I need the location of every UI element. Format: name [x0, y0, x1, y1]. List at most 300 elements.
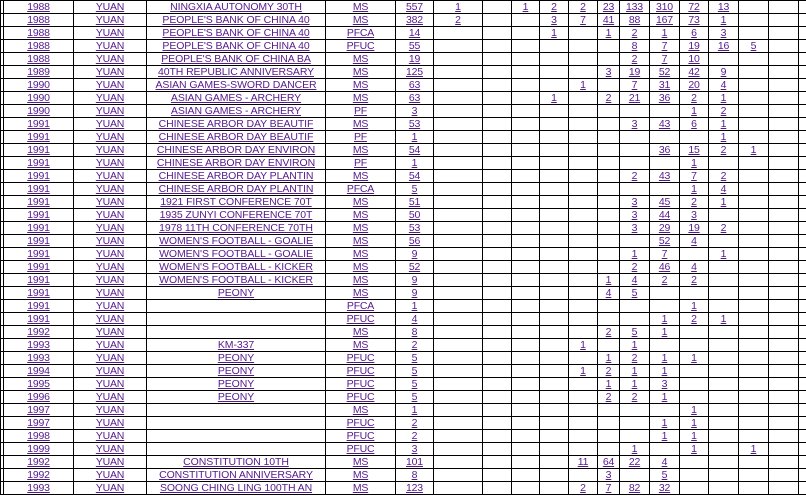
year-cell-link[interactable]: 1992	[27, 469, 50, 481]
coin-name-cell-link[interactable]: 1978 11TH CONFERENCE 70TH	[159, 222, 313, 234]
grade-cell-link[interactable]: PFCA	[346, 27, 375, 39]
grade-count-cell-link[interactable]: 52	[658, 66, 671, 78]
grade-count-cell-link[interactable]: 19	[628, 66, 641, 78]
grade-count-cell-link[interactable]: 3	[551, 14, 557, 26]
total-count-cell-link[interactable]: 125	[406, 66, 423, 78]
grade-count-cell-link[interactable]: 1	[580, 79, 586, 91]
total-count-cell-link[interactable]: 9	[411, 248, 418, 260]
grade-count-cell-link[interactable]: 3	[605, 469, 612, 481]
grade-count-cell-link[interactable]: 167	[656, 14, 673, 26]
denomination-cell-link[interactable]: YUAN	[95, 430, 125, 442]
grade-count-cell-link[interactable]: 43	[658, 118, 671, 130]
coin-name-cell-link[interactable]: PEOPLE'S BANK OF CHINA 40	[162, 14, 310, 26]
denomination-cell-link[interactable]: YUAN	[95, 131, 125, 143]
grade-count-cell-link[interactable]: 1	[691, 417, 697, 429]
coin-name-cell-link[interactable]: WOMEN'S FOOTBALL - KICKER	[159, 274, 313, 286]
year-cell-link[interactable]: 1992	[27, 456, 50, 468]
total-count-cell-link[interactable]: 123	[406, 482, 423, 494]
grade-count-cell-link[interactable]: 1	[691, 404, 697, 416]
year-cell-link[interactable]: 1993	[27, 339, 50, 351]
grade-count-cell-link[interactable]: 1	[455, 1, 461, 13]
grade-count-cell-link[interactable]: 1	[605, 27, 612, 39]
grade-cell-link[interactable]: PFUC	[346, 443, 375, 455]
total-count-cell-link[interactable]: 101	[406, 456, 423, 468]
grade-cell-link[interactable]: MS	[352, 144, 369, 156]
grade-cell-link[interactable]: MS	[352, 287, 369, 299]
denomination-cell-link[interactable]: YUAN	[95, 235, 125, 247]
grade-count-cell-link[interactable]: 3	[605, 66, 612, 78]
denomination-cell-link[interactable]: YUAN	[95, 391, 125, 403]
coin-name-cell-link[interactable]: CHINESE ARBOR DAY BEAUTIF	[158, 131, 314, 143]
grade-count-cell-link[interactable]: 72	[688, 1, 700, 13]
total-count-cell-link[interactable]: 19	[408, 53, 421, 65]
denomination-cell-link[interactable]: YUAN	[95, 27, 125, 39]
year-cell-link[interactable]: 1991	[27, 170, 50, 182]
coin-name-cell-link[interactable]: CHINESE ARBOR DAY PLANTIN	[158, 170, 314, 182]
grade-count-cell-link[interactable]: 1	[720, 118, 727, 130]
grade-cell-link[interactable]: MS	[352, 170, 369, 182]
denomination-cell-link[interactable]: YUAN	[95, 469, 125, 481]
grade-count-cell-link[interactable]: 7	[661, 248, 668, 260]
coin-name-cell-link[interactable]: PEONY	[217, 391, 255, 403]
coin-name-cell-link[interactable]: PEONY	[217, 365, 255, 377]
denomination-cell-link[interactable]: YUAN	[95, 209, 125, 221]
denomination-cell-link[interactable]: YUAN	[95, 40, 125, 52]
grade-count-cell-link[interactable]: 1	[580, 339, 586, 351]
grade-count-cell-link[interactable]: 36	[658, 92, 671, 104]
grade-count-cell-link[interactable]: 1	[750, 144, 757, 156]
grade-count-cell-link[interactable]: 133	[626, 1, 643, 13]
grade-count-cell-link[interactable]: 2	[631, 27, 638, 39]
grade-count-cell-link[interactable]: 5	[661, 469, 668, 481]
coin-name-cell-link[interactable]: CHINESE ARBOR DAY ENVIRON	[156, 144, 316, 156]
grade-cell-link[interactable]: MS	[352, 339, 369, 351]
grade-cell-link[interactable]: MS	[352, 196, 369, 208]
denomination-cell-link[interactable]: YUAN	[95, 456, 125, 468]
year-cell-link[interactable]: 1991	[27, 261, 50, 273]
total-count-cell-link[interactable]: 63	[408, 92, 421, 104]
denomination-cell-link[interactable]: YUAN	[95, 157, 125, 169]
denomination-cell-link[interactable]: YUAN	[95, 274, 125, 286]
grade-cell-link[interactable]: PF	[353, 157, 368, 169]
total-count-cell-link[interactable]: 2	[411, 430, 418, 442]
grade-count-cell-link[interactable]: 3	[631, 209, 638, 221]
grade-count-cell-link[interactable]: 43	[658, 170, 671, 182]
grade-cell-link[interactable]: MS	[352, 482, 369, 494]
total-count-cell-link[interactable]: 14	[408, 27, 421, 39]
grade-cell-link[interactable]: PFUC	[346, 40, 375, 52]
total-count-cell-link[interactable]: 1	[411, 131, 418, 143]
grade-cell-link[interactable]: PFUC	[346, 391, 375, 403]
grade-count-cell-link[interactable]: 4	[720, 79, 727, 91]
year-cell-link[interactable]: 1991	[27, 196, 50, 208]
year-cell-link[interactable]: 1991	[27, 144, 50, 156]
denomination-cell-link[interactable]: YUAN	[95, 326, 125, 338]
grade-cell-link[interactable]: MS	[352, 326, 369, 338]
grade-count-cell-link[interactable]: 1	[750, 443, 757, 455]
grade-count-cell-link[interactable]: 2	[580, 1, 586, 13]
grade-count-cell-link[interactable]: 3	[661, 378, 668, 390]
total-count-cell-link[interactable]: 1	[411, 157, 418, 169]
grade-count-cell-link[interactable]: 2	[691, 92, 697, 104]
grade-count-cell-link[interactable]: 4	[605, 287, 612, 299]
grade-count-cell-link[interactable]: 52	[658, 235, 671, 247]
grade-cell-link[interactable]: PF	[353, 131, 368, 143]
grade-count-cell-link[interactable]: 2	[605, 365, 612, 377]
grade-count-cell-link[interactable]: 2	[551, 1, 557, 13]
coin-name-cell-link[interactable]: CHINESE ARBOR DAY ENVIRON	[156, 157, 316, 169]
grade-count-cell-link[interactable]: 36	[658, 144, 671, 156]
grade-count-cell-link[interactable]: 1	[580, 365, 586, 377]
total-count-cell-link[interactable]: 4	[411, 313, 418, 325]
total-count-cell-link[interactable]: 382	[406, 14, 423, 26]
denomination-cell-link[interactable]: YUAN	[95, 287, 125, 299]
total-count-cell-link[interactable]: 54	[408, 144, 421, 156]
grade-count-cell-link[interactable]: 7	[691, 170, 697, 182]
grade-count-cell-link[interactable]: 1	[631, 248, 638, 260]
total-count-cell-link[interactable]: 1	[411, 404, 418, 416]
denomination-cell-link[interactable]: YUAN	[95, 144, 125, 156]
grade-count-cell-link[interactable]: 1	[661, 417, 668, 429]
grade-cell-link[interactable]: PFUC	[346, 365, 375, 377]
grade-count-cell-link[interactable]: 1	[631, 339, 638, 351]
grade-count-cell-link[interactable]: 7	[631, 79, 638, 91]
grade-count-cell-link[interactable]: 3	[631, 118, 638, 130]
year-cell-link[interactable]: 1991	[27, 274, 50, 286]
grade-count-cell-link[interactable]: 2	[720, 222, 727, 234]
grade-cell-link[interactable]: MS	[352, 53, 369, 65]
grade-count-cell-link[interactable]: 23	[602, 1, 615, 13]
coin-name-cell-link[interactable]: SOONG CHING LING 100TH AN	[159, 482, 313, 494]
year-cell-link[interactable]: 1998	[27, 430, 50, 442]
denomination-cell-link[interactable]: YUAN	[95, 1, 125, 13]
denomination-cell-link[interactable]: YUAN	[95, 417, 125, 429]
coin-name-cell-link[interactable]: CHINESE ARBOR DAY BEAUTIF	[158, 118, 314, 130]
grade-count-cell-link[interactable]: 4	[631, 274, 638, 286]
total-count-cell-link[interactable]: 5	[411, 378, 418, 390]
grade-count-cell-link[interactable]: 15	[688, 144, 700, 156]
denomination-cell-link[interactable]: YUAN	[95, 170, 125, 182]
grade-count-cell-link[interactable]: 45	[658, 196, 671, 208]
year-cell-link[interactable]: 1997	[27, 417, 50, 429]
denomination-cell-link[interactable]: YUAN	[95, 404, 125, 416]
denomination-cell-link[interactable]: YUAN	[95, 196, 125, 208]
year-cell-link[interactable]: 1993	[27, 352, 50, 364]
grade-count-cell-link[interactable]: 16	[717, 40, 730, 52]
total-count-cell-link[interactable]: 54	[408, 170, 421, 182]
total-count-cell-link[interactable]: 5	[411, 183, 418, 195]
grade-count-cell-link[interactable]: 2	[455, 14, 461, 26]
grade-count-cell-link[interactable]: 3	[631, 222, 638, 234]
total-count-cell-link[interactable]: 50	[408, 209, 421, 221]
grade-count-cell-link[interactable]: 2	[580, 482, 586, 494]
grade-count-cell-link[interactable]: 2	[631, 261, 638, 273]
grade-cell-link[interactable]: PFCA	[346, 183, 375, 195]
total-count-cell-link[interactable]: 2	[411, 417, 418, 429]
grade-count-cell-link[interactable]: 20	[688, 79, 700, 91]
grade-cell-link[interactable]: MS	[352, 469, 369, 481]
year-cell-link[interactable]: 1990	[27, 79, 50, 91]
grade-count-cell-link[interactable]: 1	[661, 27, 668, 39]
grade-count-cell-link[interactable]: 4	[661, 456, 668, 468]
year-cell-link[interactable]: 1988	[27, 1, 50, 13]
denomination-cell-link[interactable]: YUAN	[95, 443, 125, 455]
denomination-cell-link[interactable]: YUAN	[95, 339, 125, 351]
year-cell-link[interactable]: 1991	[27, 209, 50, 221]
year-cell-link[interactable]: 1988	[27, 14, 50, 26]
grade-count-cell-link[interactable]: 10	[688, 53, 700, 65]
grade-count-cell-link[interactable]: 7	[661, 53, 668, 65]
grade-count-cell-link[interactable]: 1	[551, 92, 557, 104]
coin-name-cell-link[interactable]: PEOPLE'S BANK OF CHINA 40	[162, 40, 310, 52]
denomination-cell-link[interactable]: YUAN	[95, 222, 125, 234]
grade-cell-link[interactable]: MS	[352, 404, 369, 416]
coin-name-cell-link[interactable]: ASIAN GAMES-SWORD DANCER	[155, 79, 317, 91]
total-count-cell-link[interactable]: 5	[411, 391, 418, 403]
total-count-cell-link[interactable]: 9	[411, 274, 418, 286]
grade-count-cell-link[interactable]: 31	[658, 79, 671, 91]
grade-count-cell-link[interactable]: 3	[631, 196, 638, 208]
year-cell-link[interactable]: 1999	[27, 443, 50, 455]
grade-cell-link[interactable]: MS	[352, 222, 369, 234]
denomination-cell-link[interactable]: YUAN	[95, 79, 125, 91]
grade-count-cell-link[interactable]: 5	[631, 326, 638, 338]
grade-count-cell-link[interactable]: 1	[661, 391, 668, 403]
grade-count-cell-link[interactable]: 7	[580, 14, 586, 26]
year-cell-link[interactable]: 1993	[27, 482, 50, 494]
grade-count-cell-link[interactable]: 4	[691, 261, 697, 273]
grade-count-cell-link[interactable]: 1	[720, 313, 727, 325]
year-cell-link[interactable]: 1991	[27, 118, 50, 130]
coin-name-cell-link[interactable]: ASIAN GAMES - ARCHERY	[170, 105, 302, 117]
grade-cell-link[interactable]: MS	[352, 118, 369, 130]
total-count-cell-link[interactable]: 52	[408, 261, 421, 273]
year-cell-link[interactable]: 1991	[27, 313, 50, 325]
grade-count-cell-link[interactable]: 2	[720, 144, 727, 156]
grade-count-cell-link[interactable]: 1	[691, 430, 697, 442]
grade-cell-link[interactable]: MS	[352, 209, 369, 221]
year-cell-link[interactable]: 1988	[27, 27, 50, 39]
grade-count-cell-link[interactable]: 1	[661, 430, 668, 442]
year-cell-link[interactable]: 1991	[27, 157, 50, 169]
denomination-cell-link[interactable]: YUAN	[95, 365, 125, 377]
grade-count-cell-link[interactable]: 1	[720, 92, 727, 104]
year-cell-link[interactable]: 1991	[27, 287, 50, 299]
year-cell-link[interactable]: 1992	[27, 326, 50, 338]
total-count-cell-link[interactable]: 557	[406, 1, 423, 13]
grade-cell-link[interactable]: MS	[352, 456, 369, 468]
grade-count-cell-link[interactable]: 7	[605, 482, 612, 494]
grade-cell-link[interactable]: MS	[352, 66, 369, 78]
grade-count-cell-link[interactable]: 19	[688, 222, 700, 234]
denomination-cell-link[interactable]: YUAN	[95, 248, 125, 260]
grade-count-cell-link[interactable]: 1	[661, 365, 668, 377]
grade-cell-link[interactable]: PFCA	[346, 300, 375, 312]
total-count-cell-link[interactable]: 8	[411, 326, 418, 338]
grade-count-cell-link[interactable]: 2	[691, 274, 697, 286]
denomination-cell-link[interactable]: YUAN	[95, 66, 125, 78]
grade-count-cell-link[interactable]: 29	[658, 222, 671, 234]
grade-count-cell-link[interactable]: 1	[605, 352, 612, 364]
grade-count-cell-link[interactable]: 2	[631, 170, 638, 182]
grade-count-cell-link[interactable]: 1	[661, 352, 668, 364]
grade-count-cell-link[interactable]: 1	[691, 183, 697, 195]
total-count-cell-link[interactable]: 2	[411, 339, 418, 351]
denomination-cell-link[interactable]: YUAN	[95, 261, 125, 273]
year-cell-link[interactable]: 1991	[27, 183, 50, 195]
grade-cell-link[interactable]: PFUC	[346, 313, 375, 325]
total-count-cell-link[interactable]: 53	[408, 222, 421, 234]
denomination-cell-link[interactable]: YUAN	[95, 92, 125, 104]
grade-count-cell-link[interactable]: 1	[691, 443, 697, 455]
denomination-cell-link[interactable]: YUAN	[95, 313, 125, 325]
year-cell-link[interactable]: 1989	[27, 66, 50, 78]
total-count-cell-link[interactable]: 53	[408, 118, 421, 130]
coin-name-cell-link[interactable]: PEONY	[217, 287, 255, 299]
grade-count-cell-link[interactable]: 1	[661, 313, 668, 325]
denomination-cell-link[interactable]: YUAN	[95, 352, 125, 364]
grade-count-cell-link[interactable]: 1	[691, 105, 697, 117]
grade-cell-link[interactable]: PFUC	[346, 430, 375, 442]
year-cell-link[interactable]: 1995	[27, 378, 50, 390]
year-cell-link[interactable]: 1991	[27, 222, 50, 234]
grade-count-cell-link[interactable]: 1	[691, 300, 697, 312]
coin-name-cell-link[interactable]: WOMEN'S FOOTBALL - GOALIE	[159, 235, 313, 247]
denomination-cell-link[interactable]: YUAN	[95, 53, 125, 65]
total-count-cell-link[interactable]: 56	[408, 235, 421, 247]
grade-cell-link[interactable]: PFUC	[346, 352, 375, 364]
grade-count-cell-link[interactable]: 1	[691, 157, 697, 169]
year-cell-link[interactable]: 1997	[27, 404, 50, 416]
grade-count-cell-link[interactable]: 2	[691, 313, 697, 325]
coin-name-cell-link[interactable]: ASIAN GAMES - ARCHERY	[170, 92, 302, 104]
denomination-cell-link[interactable]: YUAN	[95, 118, 125, 130]
grade-count-cell-link[interactable]: 11	[577, 456, 589, 468]
coin-name-cell-link[interactable]: WOMEN'S FOOTBALL - KICKER	[159, 261, 313, 273]
year-cell-link[interactable]: 1994	[27, 365, 50, 377]
grade-count-cell-link[interactable]: 32	[658, 482, 671, 494]
denomination-cell-link[interactable]: YUAN	[95, 300, 125, 312]
denomination-cell-link[interactable]: YUAN	[95, 183, 125, 195]
grade-count-cell-link[interactable]: 6	[691, 118, 697, 130]
grade-count-cell-link[interactable]: 2	[605, 92, 612, 104]
grade-count-cell-link[interactable]: 1	[631, 378, 638, 390]
grade-cell-link[interactable]: MS	[352, 261, 369, 273]
total-count-cell-link[interactable]: 51	[408, 196, 421, 208]
grade-count-cell-link[interactable]: 2	[605, 326, 612, 338]
coin-name-cell-link[interactable]: CHINESE ARBOR DAY PLANTIN	[158, 183, 314, 195]
grade-count-cell-link[interactable]: 46	[658, 261, 671, 273]
coin-name-cell-link[interactable]: WOMEN'S FOOTBALL - GOALIE	[159, 248, 313, 260]
total-count-cell-link[interactable]: 55	[408, 40, 421, 52]
grade-count-cell-link[interactable]: 1	[720, 196, 727, 208]
year-cell-link[interactable]: 1990	[27, 92, 50, 104]
grade-count-cell-link[interactable]: 3	[691, 209, 697, 221]
year-cell-link[interactable]: 1991	[27, 300, 50, 312]
total-count-cell-link[interactable]: 3	[411, 443, 418, 455]
grade-cell-link[interactable]: MS	[352, 235, 369, 247]
grade-cell-link[interactable]: PFUC	[346, 378, 375, 390]
coin-name-cell-link[interactable]: KM-337	[217, 339, 255, 351]
coin-name-cell-link[interactable]: 1921 FIRST CONFERENCE 70T	[160, 196, 312, 208]
grade-count-cell-link[interactable]: 2	[631, 53, 638, 65]
total-count-cell-link[interactable]: 3	[411, 105, 418, 117]
year-cell-link[interactable]: 1991	[27, 248, 50, 260]
grade-count-cell-link[interactable]: 310	[656, 1, 673, 13]
grade-count-cell-link[interactable]: 7	[661, 40, 668, 52]
coin-name-cell-link[interactable]: NINGXIA AUTONOMY 30TH	[170, 1, 302, 13]
coin-name-cell-link[interactable]: PEONY	[217, 352, 255, 364]
grade-count-cell-link[interactable]: 6	[691, 27, 697, 39]
grade-count-cell-link[interactable]: 2	[631, 391, 638, 403]
year-cell-link[interactable]: 1991	[27, 235, 50, 247]
grade-count-cell-link[interactable]: 73	[688, 14, 700, 26]
coin-name-cell-link[interactable]: PEOPLE'S BANK OF CHINA BA	[161, 53, 311, 65]
grade-cell-link[interactable]: MS	[352, 79, 369, 91]
denomination-cell-link[interactable]: YUAN	[95, 14, 125, 26]
grade-cell-link[interactable]: MS	[352, 248, 369, 260]
grade-count-cell-link[interactable]: 1	[605, 274, 612, 286]
grade-count-cell-link[interactable]: 22	[628, 456, 641, 468]
year-cell-link[interactable]: 1988	[27, 40, 50, 52]
year-cell-link[interactable]: 1988	[27, 53, 50, 65]
grade-count-cell-link[interactable]: 9	[720, 66, 727, 78]
grade-count-cell-link[interactable]: 2	[605, 391, 612, 403]
grade-count-cell-link[interactable]: 41	[602, 14, 615, 26]
grade-count-cell-link[interactable]: 13	[717, 1, 730, 13]
coin-name-cell-link[interactable]: 1935 ZUNYI CONFERENCE 70T	[159, 209, 313, 221]
grade-cell-link[interactable]: PFUC	[346, 417, 375, 429]
denomination-cell-link[interactable]: YUAN	[95, 378, 125, 390]
grade-count-cell-link[interactable]: 2	[691, 196, 697, 208]
grade-count-cell-link[interactable]: 1	[522, 1, 529, 13]
grade-cell-link[interactable]: PF	[353, 105, 368, 117]
coin-name-cell-link[interactable]: 40TH REPUBLIC ANNIVERSARY	[157, 66, 315, 78]
grade-count-cell-link[interactable]: 5	[750, 40, 757, 52]
grade-count-cell-link[interactable]: 44	[658, 209, 671, 221]
grade-count-cell-link[interactable]: 2	[661, 274, 668, 286]
grade-count-cell-link[interactable]: 42	[688, 66, 700, 78]
grade-count-cell-link[interactable]: 2	[720, 170, 727, 182]
grade-count-cell-link[interactable]: 19	[688, 40, 700, 52]
grade-count-cell-link[interactable]: 3	[720, 27, 727, 39]
grade-count-cell-link[interactable]: 4	[691, 235, 697, 247]
grade-count-cell-link[interactable]: 1	[720, 131, 727, 143]
grade-count-cell-link[interactable]: 21	[628, 92, 641, 104]
grade-count-cell-link[interactable]: 1	[661, 326, 668, 338]
grade-count-cell-link[interactable]: 1	[551, 27, 557, 39]
grade-count-cell-link[interactable]: 5	[631, 287, 638, 299]
grade-count-cell-link[interactable]: 1	[720, 14, 727, 26]
grade-count-cell-link[interactable]: 1	[605, 378, 612, 390]
year-cell-link[interactable]: 1990	[27, 105, 50, 117]
grade-count-cell-link[interactable]: 82	[628, 482, 641, 494]
grade-count-cell-link[interactable]: 1	[631, 443, 638, 455]
grade-count-cell-link[interactable]: 1	[720, 248, 727, 260]
grade-count-cell-link[interactable]: 88	[628, 14, 641, 26]
denomination-cell-link[interactable]: YUAN	[95, 105, 125, 117]
grade-cell-link[interactable]: MS	[352, 274, 369, 286]
coin-name-cell-link[interactable]: CONSTITUTION ANNIVERSARY	[159, 469, 313, 481]
grade-count-cell-link[interactable]: 64	[602, 456, 615, 468]
grade-cell-link[interactable]: MS	[352, 92, 369, 104]
grade-cell-link[interactable]: MS	[352, 1, 369, 13]
grade-count-cell-link[interactable]: 8	[631, 40, 638, 52]
grade-count-cell-link[interactable]: 1	[691, 352, 697, 364]
grade-count-cell-link[interactable]: 1	[631, 365, 638, 377]
total-count-cell-link[interactable]: 5	[411, 365, 418, 377]
grade-count-cell-link[interactable]: 2	[631, 352, 638, 364]
